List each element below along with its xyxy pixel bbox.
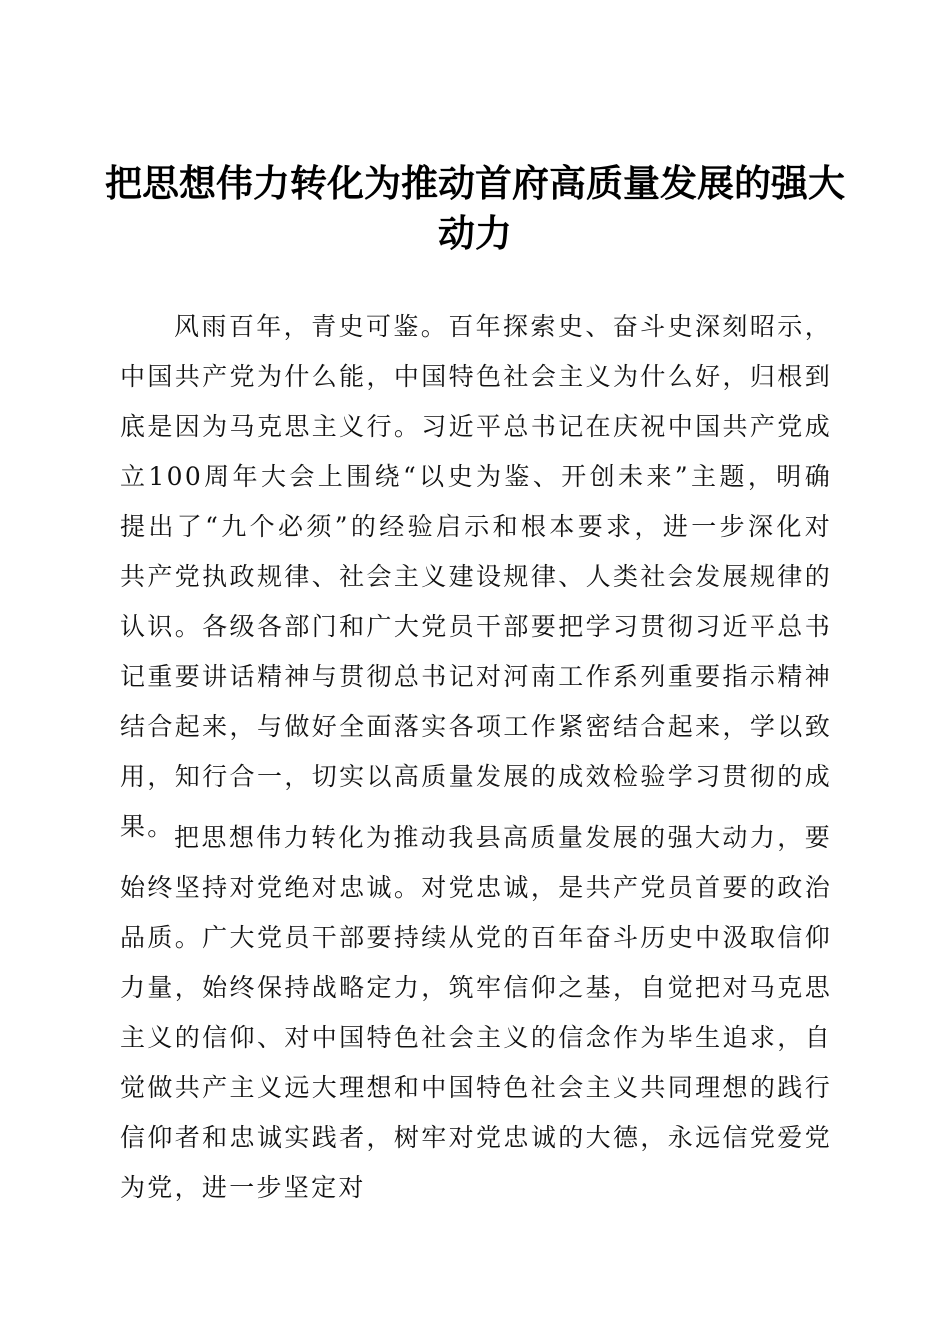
document-title: 把思想伟力转化为推动首府高质量发展的强大动力: [105, 161, 845, 255]
paragraph-1: 风雨百年，青史可鉴。百年探索史、奋斗史深刻昭示，中国共产党为什么能，中国特色社会主义为什么好，归根到底是因为马克思主义行。习近平总书记在庆祝中国共产党成立100周年大会上围绕“以史为鉴、开创未来”主题，明确提出了“九个必须”的经验启示和根本要求，进一步深化对共产党执政规律、社会主义建设规律、人类社会发展规律的认识。各级各部门和广大党员干部要把学习贯彻习近平总书记重要讲话精神与贯彻总书记对河南工作系列重要指示精神结合起来，与做好全面落实各项工作紧密结合起来，学以致用，知行合一，切实以高质量发展的成效检验学习贯彻的成果。: [120, 312, 832, 841]
paragraph-2: 把思想伟力转化为推动我县高质量发展的强大动力，要始终坚持对党绝对忠诚。对党忠诚，是共产党员首要的政治品质。广大党员干部要持续从党的百年奋斗历史中汲取信仰力量，始终保持战略定力，筑牢信仰之基，自觉把对马克思主义的信仰、对中国特色社会主义的信念作为毕生追求，自觉做共产主义远大理想和中国特色社会主义共同理想的践行信仰者和忠诚实践者，树牢对党忠诚的大德，永远信党爱党为党，进一步坚定对: [120, 823, 832, 1202]
